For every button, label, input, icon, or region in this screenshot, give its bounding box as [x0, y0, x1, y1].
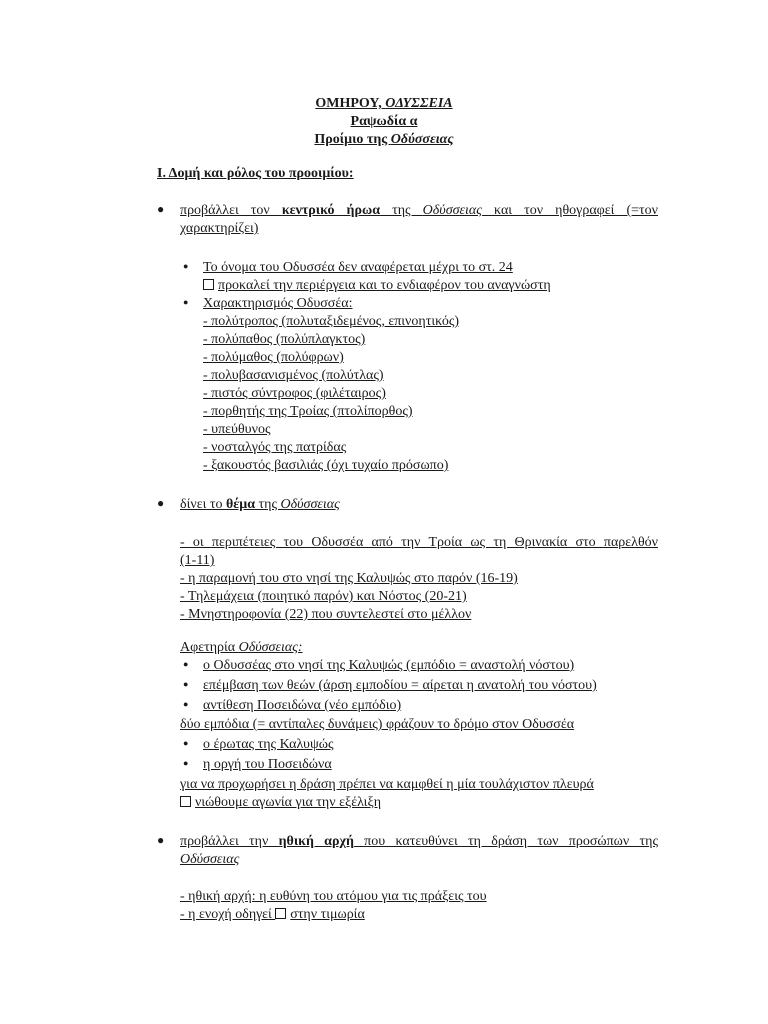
bullet-2-text: δίνει το θέμα της Οδύσσειας [180, 497, 340, 512]
bullet-dot-icon: ● [183, 297, 189, 307]
title-line-2: Ραψωδία α [350, 114, 418, 129]
theme-point: - Τηλεμάχεια (ποιητικό παρόν) και Νόστος (20-21) [180, 589, 467, 604]
section-heading: Ι. Δομή και ρόλος του προοιμίου: [157, 166, 354, 181]
sub-item-name: Το όνομα του Οδυσσέα δεν αναφέρεται μέχρι το στ. 24 [203, 260, 513, 275]
bullet-1-text-cont: χαρακτηρίζει) [180, 221, 259, 236]
title-line-3 [0, 131, 768, 149]
bullet-1-text: προβάλλει τον κεντρικό ήρωα της Οδύσσειας και τον ηθογραφεί (=τον [180, 203, 658, 218]
bullet-dot-icon: ● [183, 758, 189, 768]
start-item: ο Οδυσσέας στο νησί της Καλυψώς (εμπόδιο = αναστολή νόστου) [203, 658, 575, 673]
trait-item: - πολυβασανισμένος (πολύτλας) [203, 368, 384, 383]
trait-item: - νοσταλγός της πατρίδας [203, 440, 347, 455]
trait-item: - πιστός σύντροφος (φιλέταιρος) [203, 386, 386, 401]
bullet-dot-icon: ● [183, 738, 189, 748]
trait-item: - πολύμαθος (πολύφρων) [203, 350, 344, 365]
moral-point: - ηθική αρχή: η ευθύνη του ατόμου για τις πράξεις του [180, 889, 487, 904]
theme-point-cont: (1-11) [180, 553, 215, 568]
bullet-dot-icon: ● [157, 202, 165, 216]
checkbox-icon [180, 796, 191, 807]
bullet-dot-icon: ● [183, 659, 189, 669]
bullet-3-text-cont: Οδύσσειας [180, 852, 240, 867]
trait-item: - υπεύθυνος [203, 422, 271, 437]
bullet-dot-icon: ● [157, 496, 165, 510]
theme-point: - Μνηστηροφονία (22) που συντελεστεί στο μέλλον [180, 607, 472, 622]
theme-point: - η παραμονή του στο νησί της Καλυψώς στο παρόν (16-19) [180, 571, 518, 586]
start-item: επέμβαση των θεών (άρση εμποδίου = αίρεται η ανατολή του νόστου) [203, 678, 597, 693]
obstacles-text: δύο εμπόδια (= αντίπαλες δυνάμεις) φράζουν το δρόμο στον Οδυσσέα [180, 717, 575, 732]
trait-item: - πολύπαθος (πολύπλαγκτος) [203, 332, 366, 347]
bullet-dot-icon: ● [183, 679, 189, 689]
obstacle-item: ο έρωτας της Καλυψώς [203, 737, 334, 752]
checkbox-icon [203, 279, 214, 290]
bullet-dot-icon: ● [183, 261, 189, 271]
anxiety-text: νιώθουμε αγωνία για την εξέλιξη [180, 794, 381, 812]
document-title [0, 95, 768, 149]
sub-item-name-cont: προκαλεί την περιέργεια και το ενδιαφέρον του αναγνώστη [203, 277, 551, 295]
sub-item-characterization: Χαρακτηρισμός Οδυσσέα: [203, 296, 353, 311]
title-author: ΟΜΗΡΟΥ, [315, 96, 386, 111]
title-line-1 [0, 95, 768, 113]
moral-point: - η ενοχή οδηγεί στην τιμωρία [180, 907, 365, 922]
bullet-3-text: προβάλλει την ηθική αρχή που κατευθύνει τη δράση των προσώπων της [180, 834, 658, 849]
title-odysseias: Οδύσσειας [390, 132, 454, 147]
bullet-dot-icon: ● [157, 833, 165, 847]
progress-text: για να προχωρήσει η δράση πρέπει να καμφθεί η μία τουλάχιστον πλευρά [180, 777, 594, 792]
trait-item: - πορθητής της Τροίας (πτολίπορθος) [203, 404, 413, 419]
trait-item: - ξακουστός βασιλιάς (όχι τυχαίο πρόσωπο) [203, 458, 449, 473]
theme-point: - οι περιπέτειες του Οδυσσέα από την Τροία ως τη Θρινακία στο παρελθόν [180, 535, 658, 550]
checkbox-icon [275, 908, 286, 919]
title-prooimio: Προίμιο της [314, 132, 391, 147]
obstacle-item: η οργή του Ποσειδώνα [203, 757, 332, 772]
trait-item: - πολύτροπος (πολυταξιδεμένος, επινοητικός) [203, 314, 460, 329]
bullet-dot-icon: ● [183, 699, 189, 709]
start-heading: Αφετηρία Οδύσσειας: [180, 640, 303, 655]
start-item: αντίθεση Ποσειδώνα (νέο εμπόδιο) [203, 698, 402, 713]
title-work: ΟΔΥΣΣΕΙΑ [385, 96, 453, 111]
